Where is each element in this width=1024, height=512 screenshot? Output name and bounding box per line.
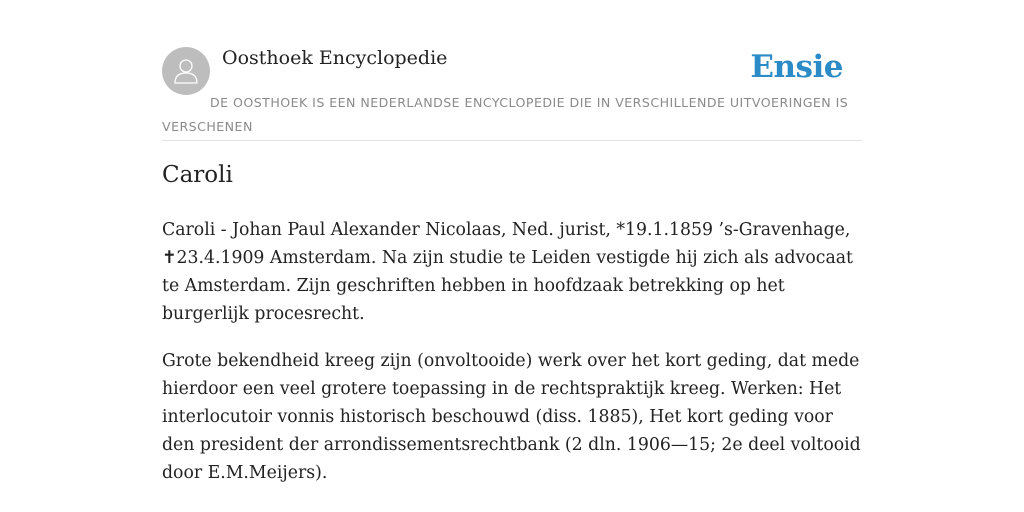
site-name[interactable]: Oosthoek Encyclopedie (222, 47, 448, 69)
article-body (162, 216, 862, 506)
user-icon (171, 56, 201, 86)
article-paragraph: Grote bekendheid kreeg zijn (onvoltooide) werk over het kort geding, dat mede hierdoor een veel grotere toepassing in de rechtspraktijk kreeg. Werken: Het interlocutoir vonnis historisch beschouwd (diss. 1885), Het kort geding voor den president der arrondissementsrechtbank (2 dln. 1906—15; 2e deel voltooid door E.M.Meijers). (162, 351, 861, 483)
article-paragraph: Caroli - Johan Paul Alexander Nicolaas, Ned. jurist, *19.1.1859 ’s-Gravenhage, ✝23.4.1909 Amsterdam. Na zijn studie te Leiden vestigde hij zich als advocaat te Amsterdam. Zijn geschriften hebben in hoofdzaak betrekking op het burgerlijk procesrecht. (162, 220, 853, 324)
brand-logo-link[interactable]: Ensie (750, 49, 843, 85)
page-title: Caroli (162, 162, 233, 188)
avatar[interactable] (162, 47, 210, 95)
site-header (162, 46, 862, 141)
site-tagline: DE OOSTHOEK IS EEN NEDERLANDSE ENCYCLOPEDIE DIE IN VERSCHILLENDE UITVOERINGEN IS VERSCHENEN (162, 95, 849, 134)
